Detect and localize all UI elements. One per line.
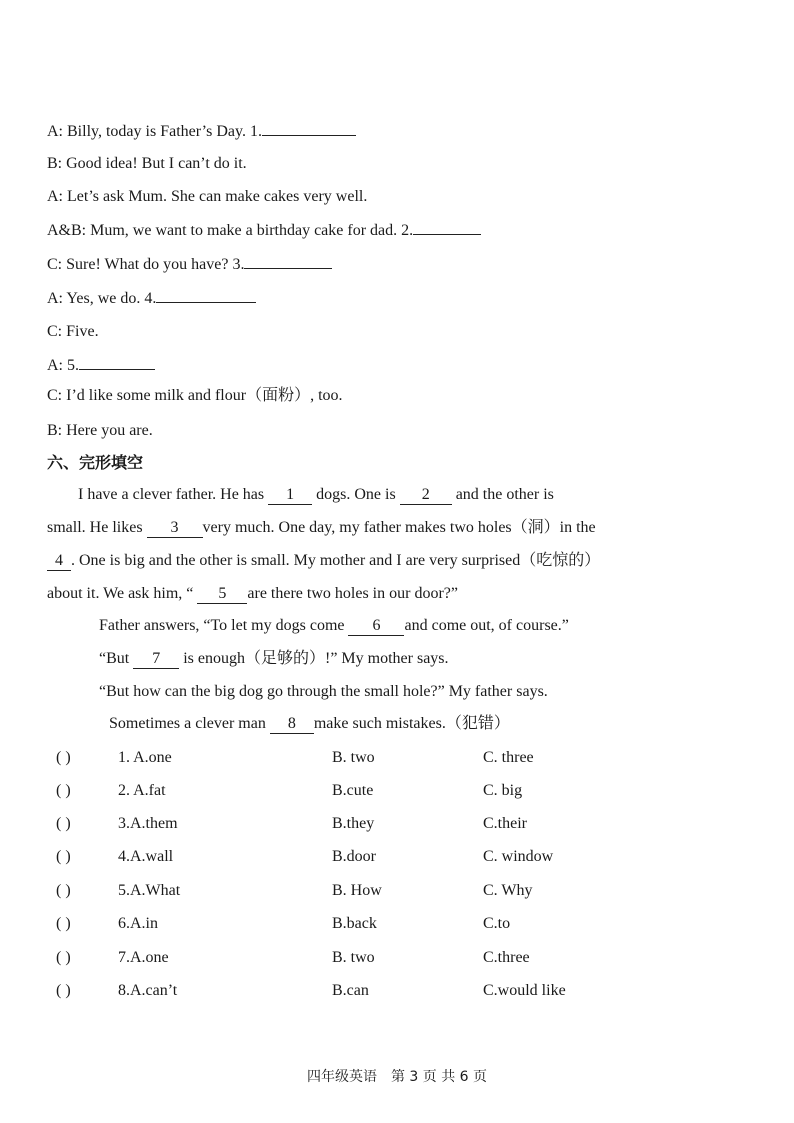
dialogue-text: A: Yes, we do. 4. [47,290,157,307]
passage-line-8 [109,714,510,734]
option-row [0,814,794,834]
answer-blank[interactable] [413,220,481,235]
answer-blank[interactable] [79,355,155,370]
option-b: B.they [332,815,375,832]
passage-text: “But [99,650,130,667]
passage-text: Father answers, “To let my dogs come [99,617,345,634]
dialogue-text: A: Billy, today is Father’s Day. 1. [47,123,262,140]
dialogue-text: C: Sure! What do you have? 3. [47,256,245,273]
passage-text: dogs. One is [316,486,396,503]
dialogue-line-7 [47,322,99,342]
option-row [0,981,794,1001]
blank-number[interactable]: 1 [268,486,312,505]
blank-number[interactable]: 7 [133,650,179,669]
option-b: B.back [332,915,377,932]
answer-paren[interactable]: ( ) [56,815,71,832]
passage-line-2 [47,518,596,538]
dialogue-text: A: Let’s ask Mum. She can make cakes very well. [47,188,368,205]
passage-line-4 [47,584,458,604]
section-title: 六、完形填空 [47,453,144,472]
passage-text: “But how can the big dog go through the small hole?” My father says. [99,683,548,700]
option-c: C.three [483,949,530,966]
answer-blank[interactable] [244,254,332,269]
dialogue-text: A: 5. [47,357,79,374]
option-a: 4.A.wall [118,848,174,865]
dialogue-line-1 [47,121,356,142]
passage-line-7 [99,682,548,702]
answer-blank[interactable] [156,288,256,303]
option-row [0,948,794,968]
option-a: 8.A.can’t [118,982,178,999]
dialogue-text: A&B: Mum, we want to make a birthday cake for dad. 2. [47,222,414,239]
dialogue-text: C: I’d like some milk and flour（面粉）, too. [47,387,343,404]
passage-line-3 [47,551,600,571]
option-row [0,748,794,768]
answer-paren[interactable]: ( ) [56,915,71,932]
dialogue-line-8 [47,355,155,376]
dialogue-line-5 [47,254,332,275]
passage-line-5 [99,616,569,636]
option-c: C.would like [483,982,566,999]
passage-text: Sometimes a clever man [109,715,266,732]
option-row [0,781,794,801]
option-b: B.cute [332,782,374,799]
option-b: B. two [332,749,375,766]
passage-text: about it. We ask him, “ [47,585,194,602]
passage-text: . One is big and the other is small. My mother and I are very surprised（吃惊的） [71,552,601,569]
option-row [0,914,794,934]
option-a: 3.A.them [118,815,178,832]
dialogue-line-10 [47,421,153,441]
blank-number[interactable]: 6 [348,617,404,636]
option-b: B.can [332,982,369,999]
dialogue-line-6 [47,288,256,309]
answer-paren[interactable]: ( ) [56,949,71,966]
blank-number[interactable]: 5 [197,585,247,604]
answer-blank[interactable] [262,121,356,136]
dialogue-line-4 [47,220,481,241]
dialogue-text: B: Here you are. [47,422,153,439]
option-a: 7.A.one [118,949,169,966]
option-b: B. two [332,949,375,966]
passage-text: and the other is [455,486,554,503]
page-footer: 四年级英语 第 3 页 共 6 页 [306,1069,488,1085]
blank-number[interactable]: 3 [147,519,203,538]
passage-text: make such mistakes.（犯错） [313,715,510,732]
option-a: 6.A.in [118,915,158,932]
passage-text: I have a clever father. He has [78,486,265,503]
option-a: 2. A.fat [118,782,166,799]
blank-number[interactable]: 2 [400,486,452,505]
answer-paren[interactable]: ( ) [56,848,71,865]
passage-line-1 [78,485,554,505]
answer-paren[interactable]: ( ) [56,782,71,799]
option-a: 1. A.one [118,749,172,766]
passage-text: are there two holes in our door?” [247,585,458,602]
option-c: C. Why [483,882,533,899]
passage-line-6 [99,649,449,669]
passage-text: is enough（足够的）!” My mother says. [183,650,449,667]
dialogue-line-2 [47,154,247,174]
dialogue-line-9 [47,386,343,406]
answer-paren[interactable]: ( ) [56,982,71,999]
passage-text: and come out, of course.” [404,617,569,634]
answer-paren[interactable]: ( ) [56,749,71,766]
option-row [0,881,794,901]
option-c: C.their [483,815,527,832]
option-b: B.door [332,848,376,865]
option-c: C.to [483,915,511,932]
dialogue-text: C: Five. [47,323,99,340]
passage-text: very much. One day, my father makes two holes（洞）in the [202,519,596,536]
option-b: B. How [332,882,382,899]
option-c: C. big [483,782,523,799]
option-c: C. window [483,848,554,865]
dialogue-line-3 [47,187,367,207]
option-row [0,847,794,867]
option-a: 5.A.What [118,882,181,899]
blank-number[interactable]: 8 [270,715,314,734]
answer-paren[interactable]: ( ) [56,882,71,899]
dialogue-text: B: Good idea! But I can’t do it. [47,155,247,172]
passage-text: small. He likes [47,519,143,536]
blank-number[interactable]: 4 [47,552,71,571]
option-c: C. three [483,749,534,766]
